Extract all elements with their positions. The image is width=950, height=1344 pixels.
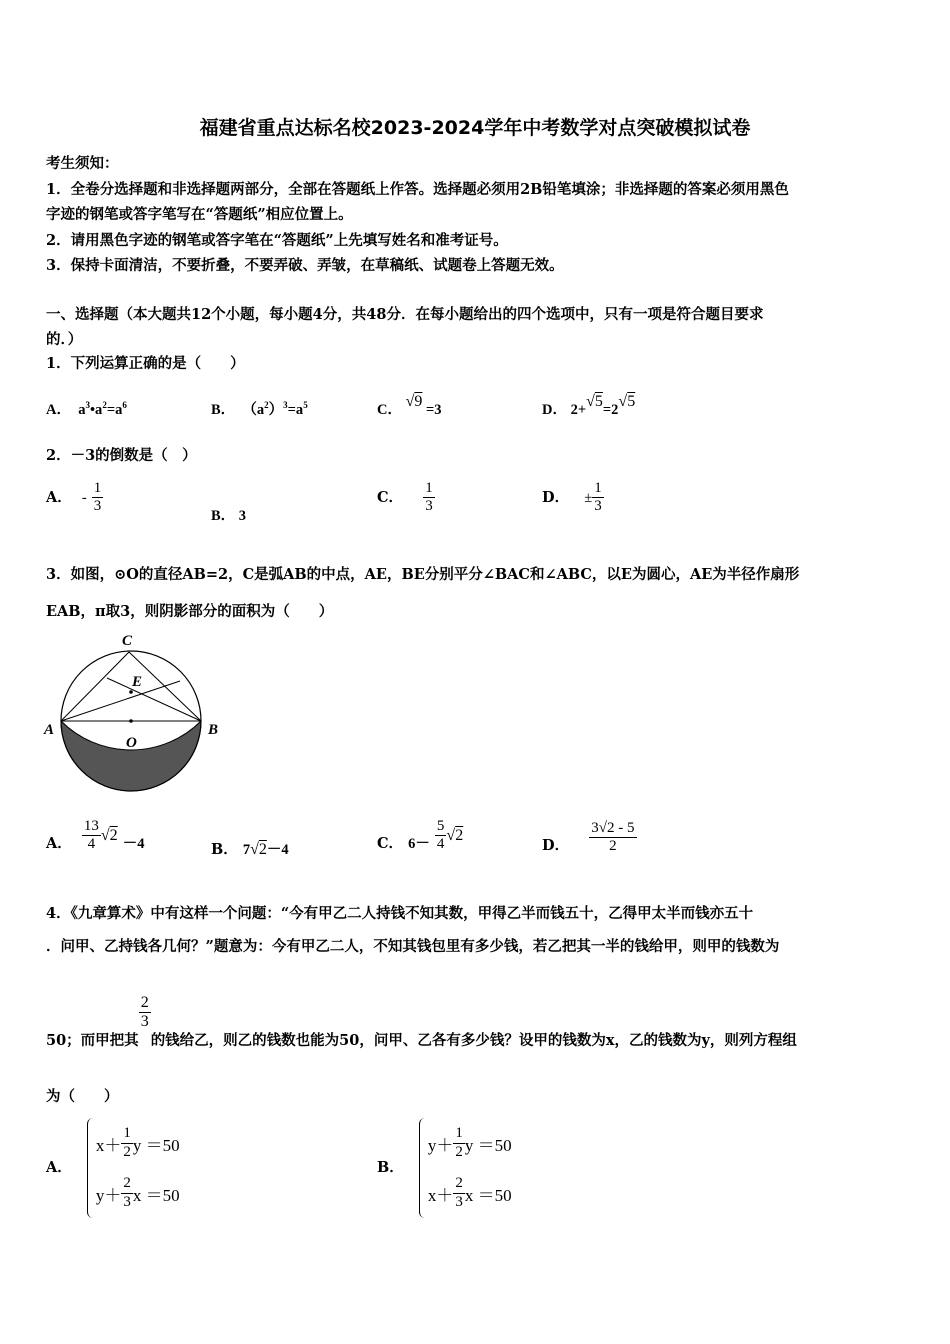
q4-option-b-system: y＋ $\frac{1}{2}$ y ＝50 x＋ $\frac{2}{3}$ x ＝50 <box>419 1118 512 1218</box>
label-a: A <box>44 722 55 738</box>
notice-heading: 考生须知： <box>46 155 119 172</box>
section-heading-line-2: 的．） <box>46 331 83 348</box>
q4-line-3: 50；而甲把其 $\frac{2}{3}$ 的钱给乙，则乙的钱数也能为50，问甲、乙各有多少钱？设甲的钱数为x，乙的钱数为y，则列方程组 <box>46 994 797 1049</box>
q3-stem-line-2: EAB，π取3，则阴影部分的面积为（ ） <box>46 603 334 620</box>
q2-option-c: C． $\frac{1}{3}$ <box>377 480 433 515</box>
q4-option-a-system: x＋ $\frac{1}{2}$ y ＝50 y＋ $\frac{2}{3}$ x ＝50 <box>87 1118 180 1218</box>
q2-option-a: A． - $\frac{1}{3}$ <box>46 480 102 515</box>
label-c: C <box>122 633 133 649</box>
notice-item-2: 2．请用黑色字迹的钢笔或答字笔在“答题纸”上先填写姓名和准考证号。 <box>46 232 508 249</box>
q1-option-a: A． $a^3•a^2=a^6$ <box>46 400 127 418</box>
label-o: O <box>126 735 137 751</box>
q4-line-1: 4．《九章算术》中有这样一个问题：“今有甲乙二人持钱不知其数，甲得乙半而钱五十，乙得甲太半而钱亦五十 <box>46 905 754 922</box>
q4-option-b: B． y＋ $\frac{1}{2}$ y ＝50 x＋ $\frac{2}{3}$ x ＝50 <box>377 1118 512 1218</box>
notice-item-1b: 字迹的钢笔或答字笔写在“答题纸”相应位置上。 <box>46 206 353 223</box>
q3-stem-line-1: 3．如图，⊙O的直径AB=2，C是弧AB的中点，AE，BE分别平分∠BAC和∠ABC，以E为圆心，AE为半径作扇形 <box>46 566 800 583</box>
page-title: 福建省重点达标名校2023-2024学年中考数学对点突破模拟试卷 <box>199 117 751 139</box>
q3-option-b: B． 7√2－4 <box>211 841 289 858</box>
q1-option-d: D． 2+√5=2√5 <box>542 393 636 418</box>
q1-option-b: B． $(a^2)^3=a^5$ <box>211 400 308 418</box>
notice-item-1a: 1．全卷分选择题和非选择题两部分，全部在答题纸上作答。选择题必须用2B铅笔填涂；非选择题的答案必须用黑色 <box>46 181 789 198</box>
q1-stem: 1．下列运算正确的是（ ） <box>46 355 245 372</box>
q4-option-a: A． x＋ $\frac{1}{2}$ y ＝50 y＋ $\frac{2}{3}$ x ＝50 <box>46 1118 180 1218</box>
label-b: B <box>208 722 219 738</box>
q2-option-d: D． ± $\frac{1}{3}$ <box>542 480 602 515</box>
q4-line-2: ．问甲、乙持钱各几何？”题意为：今有甲乙二人，不知其钱包里有多少钱，若乙把其一半的钱给甲，则甲的钱数为 <box>46 938 780 955</box>
q3-option-a: A． $\frac{13}{4}$ √2 －4 <box>46 818 145 853</box>
section-heading-line-1: 一、选择题（本大题共12个小题，每小题4分，共48分．在每小题给出的四个选项中，只有一项是符合题目要求 <box>46 306 764 323</box>
notice-item-3: 3．保持卡面清洁，不要折叠，不要弄破、弄皱，在草稿纸、试题卷上答题无效。 <box>46 257 564 274</box>
q2-option-b: B． 3 <box>211 508 247 524</box>
q3-option-d: D． $\frac{3√2 - 5}{2}$ <box>542 820 635 855</box>
q1-option-c: C． √9 =3 <box>377 393 442 418</box>
shaded-region <box>61 721 201 791</box>
q3-circle-figure <box>40 628 230 803</box>
q3-option-c: C． 6－ $\frac{5}{4}$ √2 <box>377 818 464 853</box>
q4-line-4: 为（ ） <box>46 1088 119 1105</box>
label-e: E <box>132 674 143 690</box>
q2-stem: 2．－3的倒数是（ ） <box>46 447 197 464</box>
